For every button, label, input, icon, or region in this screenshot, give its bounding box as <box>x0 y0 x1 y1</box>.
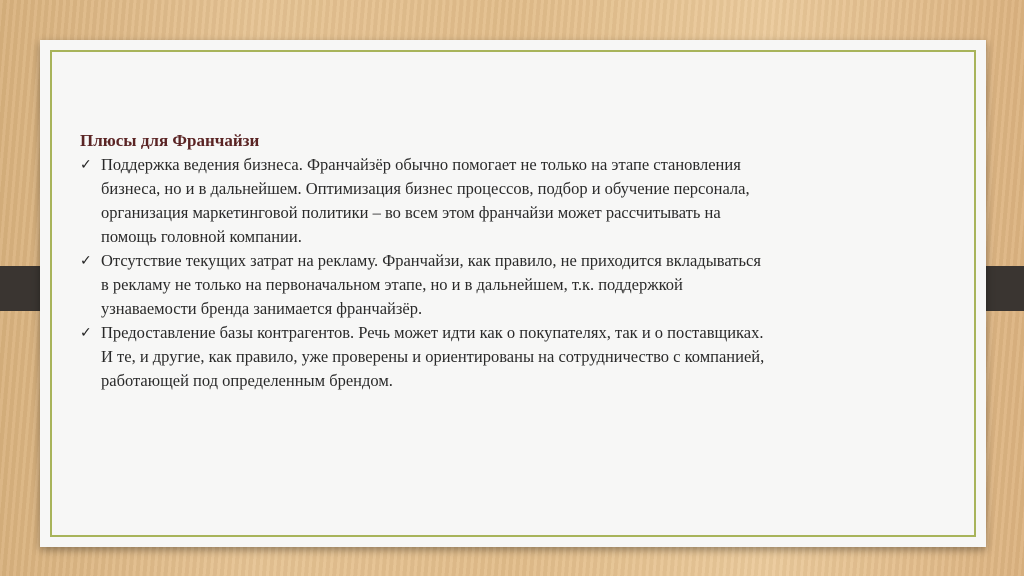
list-item-line: организация маркетинговой политики – во всем этом франчайзи может рассчитывать на <box>101 203 721 222</box>
list-item <box>80 249 920 321</box>
slide-title: Плюсы для Франчайзи <box>80 131 260 150</box>
list-item-line: И те, и другие, как правило, уже проверены и ориентированы на сотрудничество с компанией, <box>101 347 765 366</box>
list-item-line: помощь головной компании. <box>101 227 302 246</box>
bullet-list <box>80 153 920 393</box>
list-item-line: Предоставление базы контрагентов. Речь может идти как о покупателях, так и о поставщиках. <box>101 323 764 342</box>
list-item-line: Поддержка ведения бизнеса. Франчайзёр обычно помогает не только на этапе становления <box>101 155 741 174</box>
list-item-line: Отсутствие текущих затрат на рекламу. Франчайзи, как правило, не приходится вкладываться <box>101 251 761 270</box>
list-item-line: работающей под определенным брендом. <box>101 371 393 390</box>
list-item-line: бизнеса, но и в дальнейшем. Оптимизация бизнес процессов, подбор и обучение персонала, <box>101 179 750 198</box>
check-icon: ✓ <box>80 325 92 341</box>
slide-card <box>40 40 986 547</box>
list-item <box>80 153 920 249</box>
list-item-line: в рекламу не только на первоначальном этапе, но и в дальнейшем, т.к. поддержкой <box>101 275 683 294</box>
list-item <box>80 321 920 393</box>
check-icon: ✓ <box>80 253 92 269</box>
check-icon: ✓ <box>80 157 92 173</box>
slide-content <box>80 129 920 393</box>
list-item-line: узнаваемости бренда занимается франчайзёр. <box>101 299 423 318</box>
